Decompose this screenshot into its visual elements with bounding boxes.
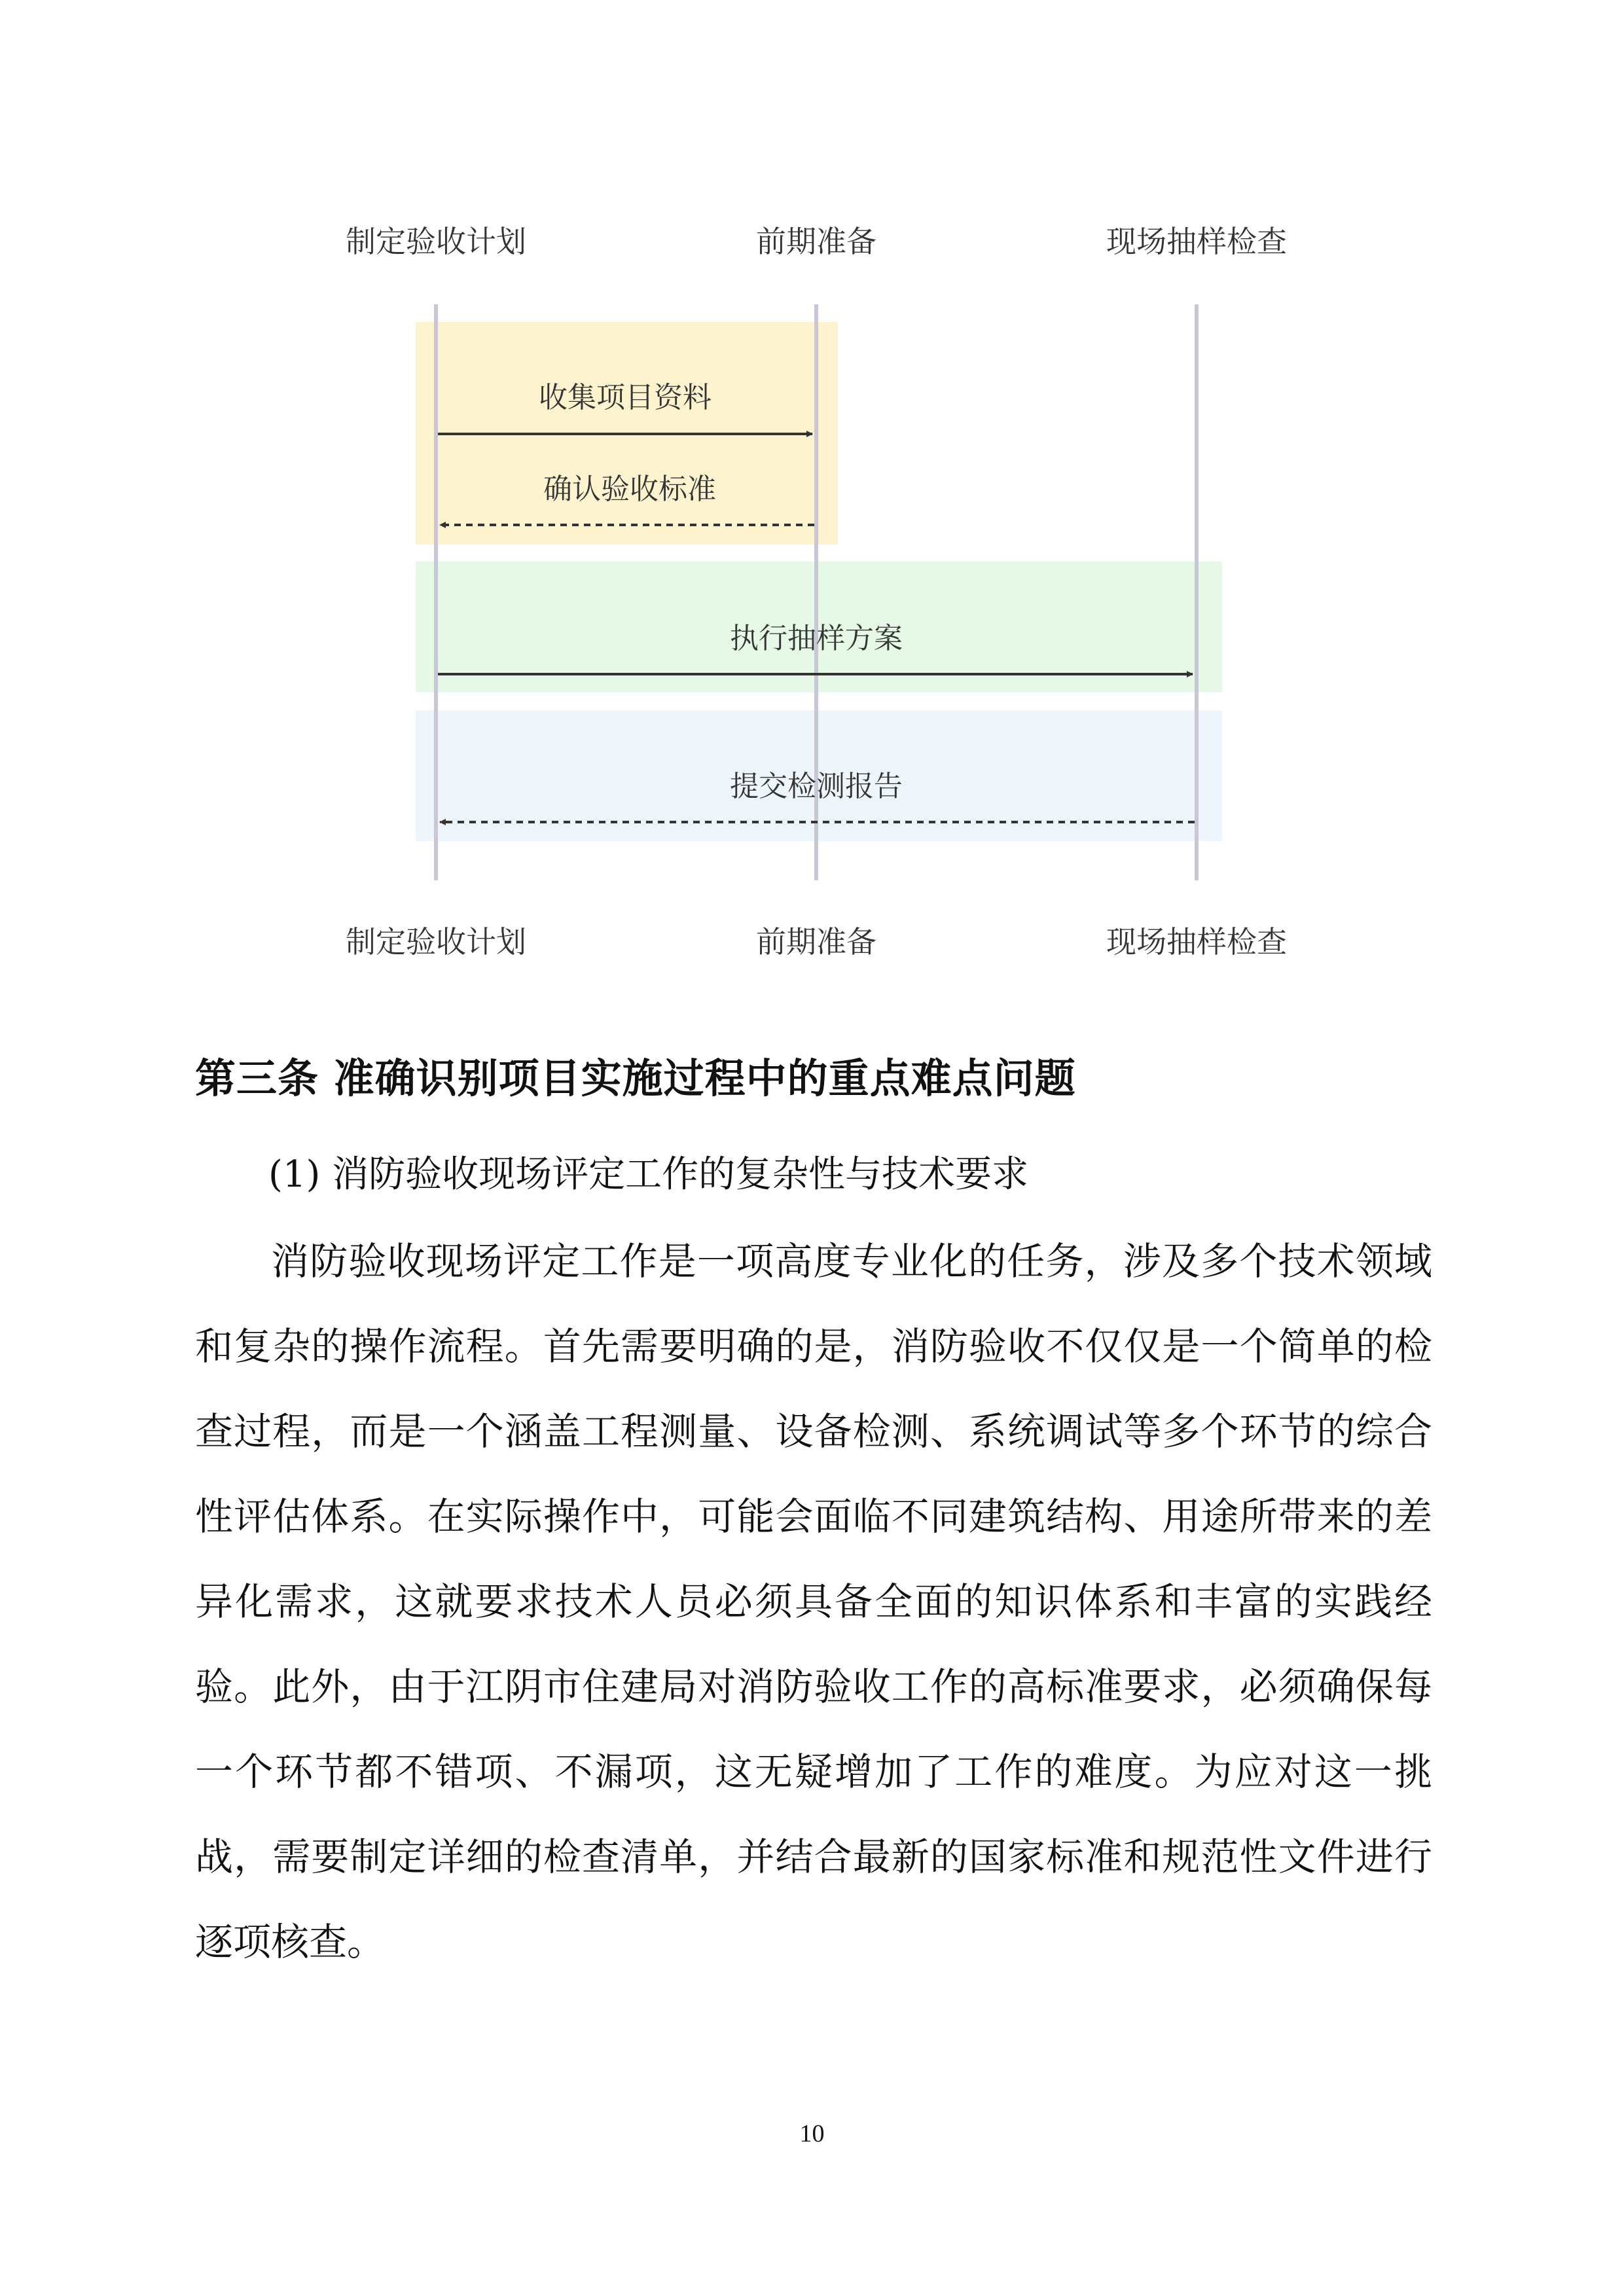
message-label-2: 确认验收标准	[543, 473, 716, 506]
section-title: 第三条 准确识别项目实施过程中的重点难点问题	[195, 1054, 1076, 1102]
participant-top-onsite: 现场抽样检查	[1106, 224, 1287, 259]
message-label-4: 提交检测报告	[730, 770, 903, 803]
participant-bottom-plan: 制定验收计划	[346, 924, 526, 960]
page-number: 10	[799, 2120, 825, 2147]
participant-bottom-prep: 前期准备	[756, 924, 876, 960]
participant-top-plan: 制定验收计划	[346, 224, 526, 259]
subheading: (1) 消防验收现场评定工作的复杂性与技术要求	[268, 1153, 1029, 1196]
body-paragraph: 消防验收现场评定工作是一项高度专业化的任务，涉及多个技术领域和复杂的操作流程。首先需要明确的是，消防验收不仅仅是一个简单的检查过程，而是一个涵盖工程测量、设备检测、系统调试等多个环节的综合性评估体系。在实际操作中，可能会面临不同建筑结构、用途所带来的差异化需求，这就要求技术人员必须具备全面的知识体系和丰富的实践经验。此外，由于江阴市住建局对消防验收工作的高标准要求，必须确保每一个环节都不错项、不漏项，这无疑增加了工作的难度。为应对这一挑战，需要制定详细的检查清单，并结合最新的国家标准和规范性文件进行逐项核查。	[195, 1239, 1432, 1964]
message-label-1: 收集项目资料	[539, 381, 712, 414]
message-label-3: 执行抽样方案	[730, 622, 903, 655]
participant-bottom-onsite: 现场抽样检查	[1106, 924, 1287, 960]
sequence-diagram	[0, 0, 1624, 982]
participant-top-prep: 前期准备	[756, 224, 876, 259]
